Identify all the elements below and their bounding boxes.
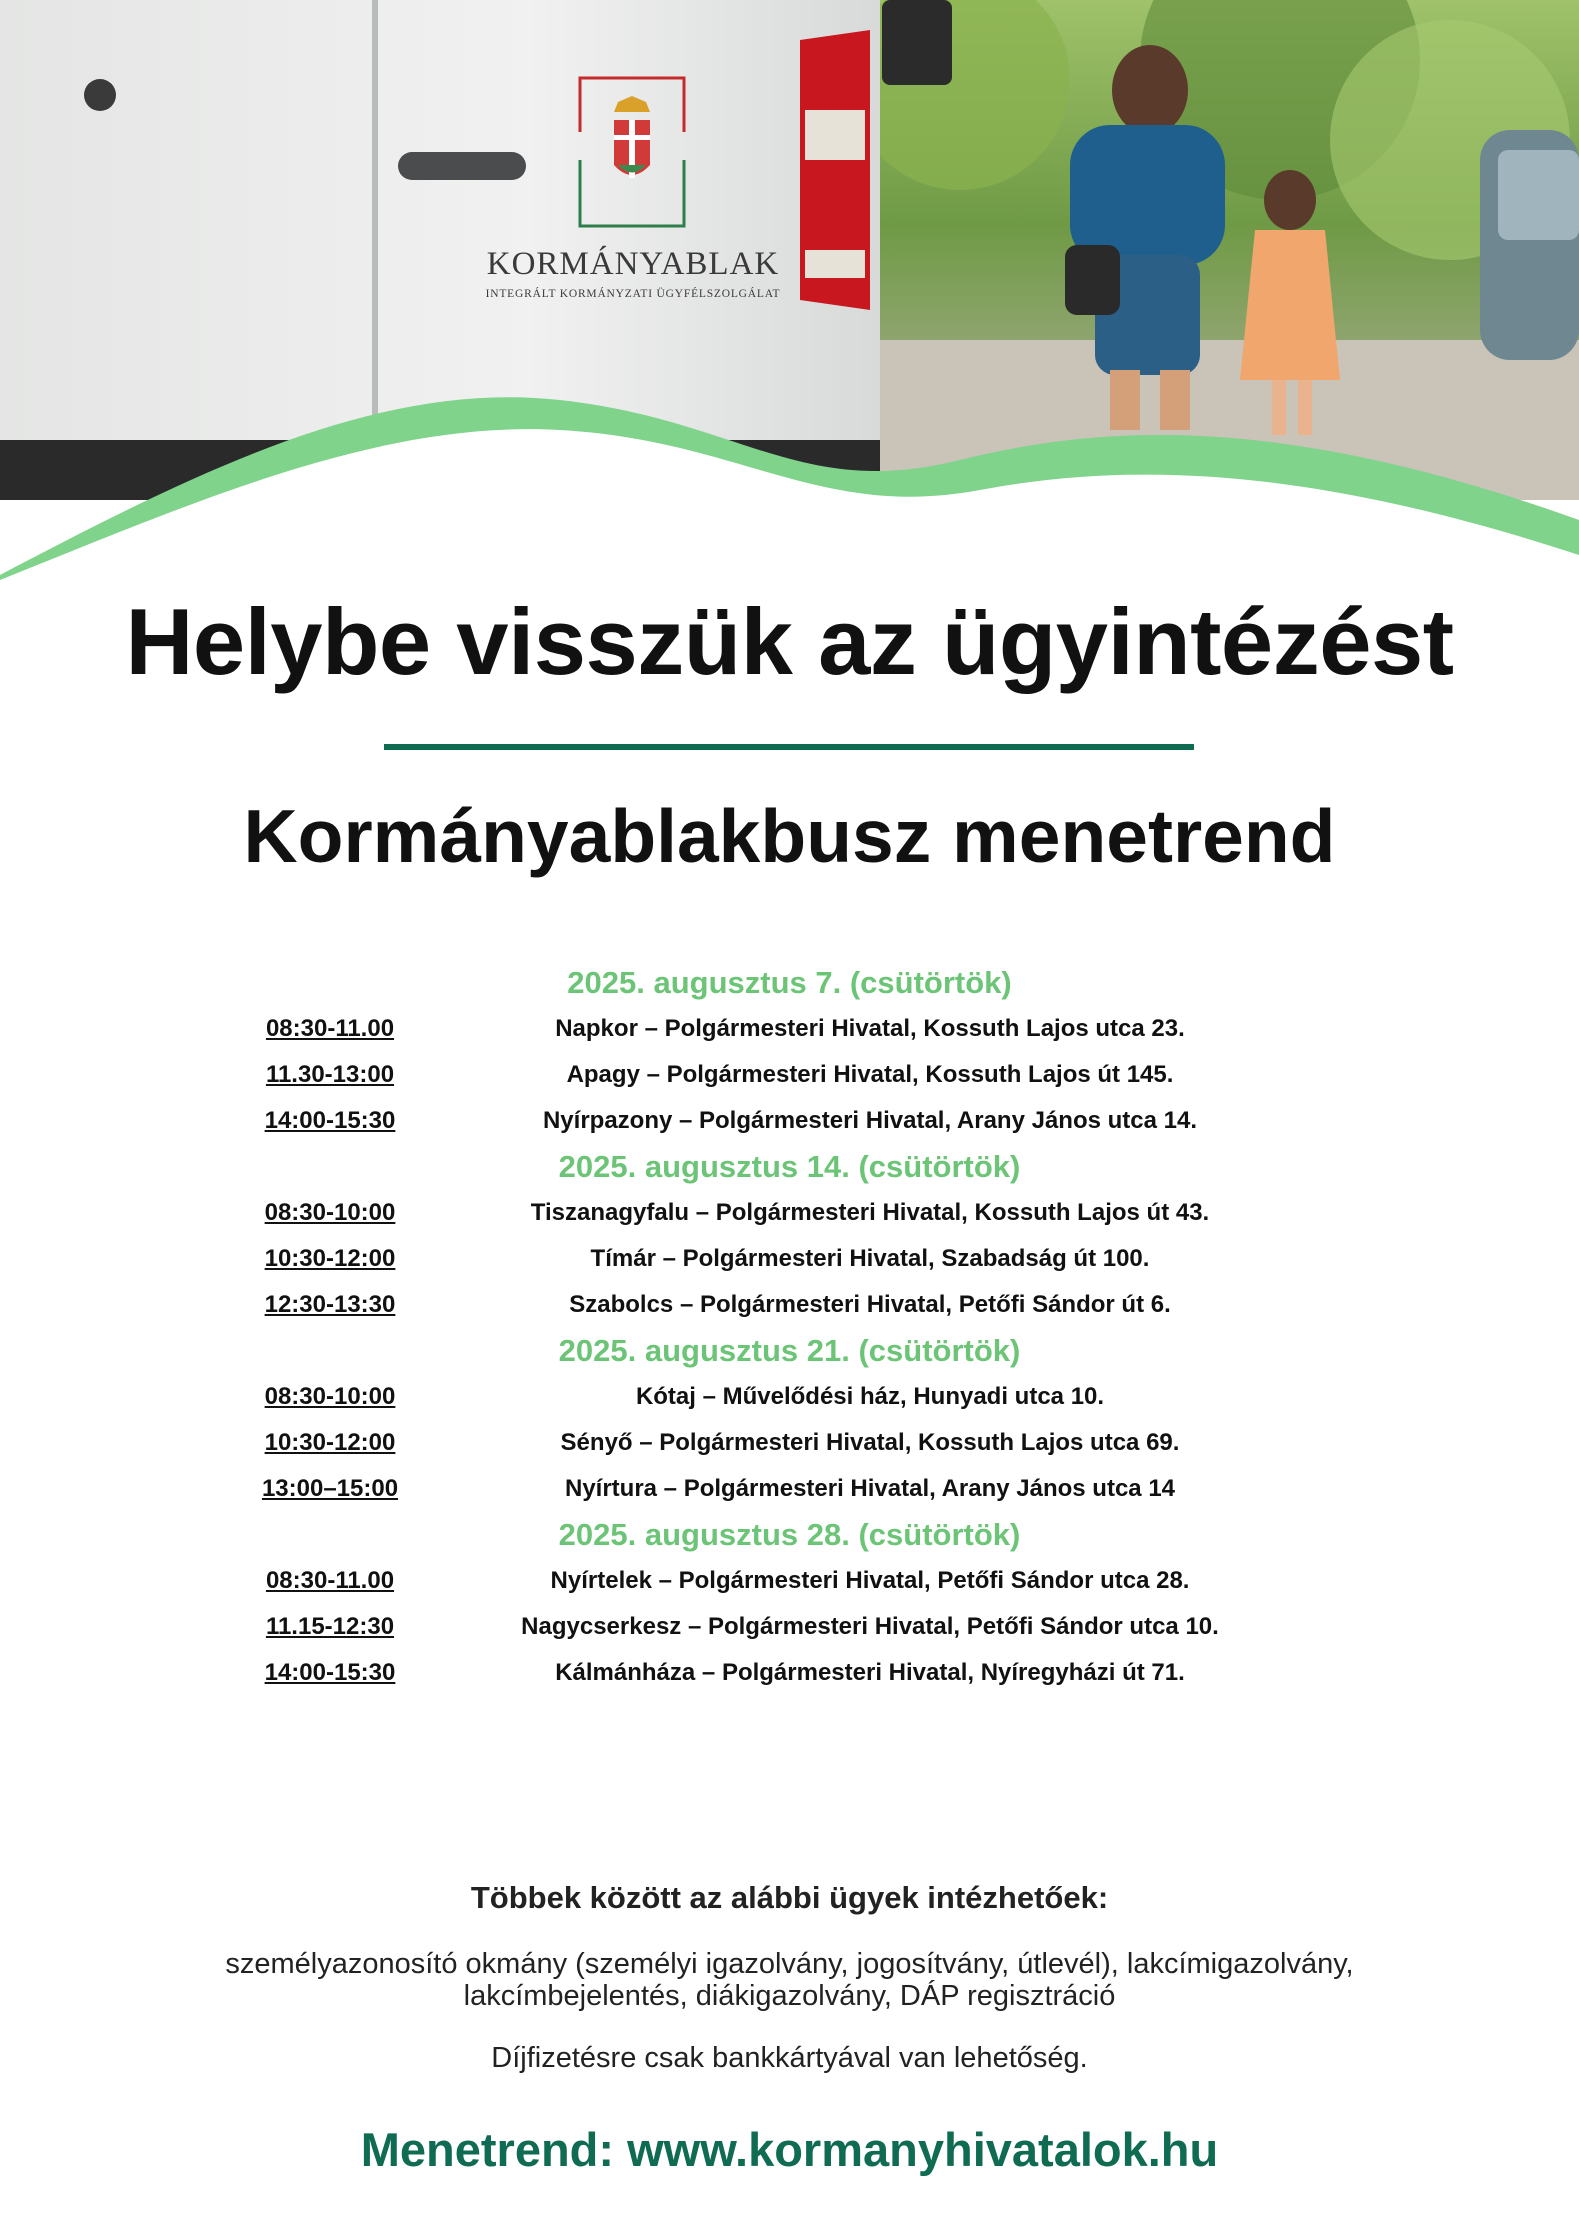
payment-note: Díjfizetésre csak bankkártyával van lehetőség. <box>491 2042 1088 2074</box>
schedule-row <box>0 1420 1579 1466</box>
stop-location: Sényő – Polgármesteri Hivatal, Kossuth Lajos utca 69. <box>560 1429 1180 1456</box>
page-title: Helybe visszük az ügyintézést <box>125 589 1454 694</box>
stop-location: Nyírpazony – Polgármesteri Hivatal, Arany János utca 14. <box>542 1107 1198 1134</box>
stop-time: 08:30-11.00 <box>265 1567 395 1594</box>
title-divider <box>384 744 1194 750</box>
stop-location: Szabolcs – Polgármesteri Hivatal, Petőfi Sándor út 6. <box>569 1291 1171 1318</box>
schedule-row <box>0 1006 1579 1052</box>
schedule-row <box>0 1236 1579 1282</box>
hero-illustration <box>0 0 1579 600</box>
stop-location: Napkor – Polgármesteri Hivatal, Kossuth Lajos utca 23. <box>555 1015 1185 1042</box>
schedule-date: 2025. augusztus 21. (csütörtök) <box>558 1333 1021 1368</box>
stop-time: 08:30-10:00 <box>264 1383 396 1410</box>
schedule <box>0 960 1579 1696</box>
schedule-row <box>0 1098 1579 1144</box>
stop-location: Tiszanagyfalu – Polgármesteri Hivatal, Kossuth Lajos út 43. <box>530 1199 1210 1226</box>
page-subtitle: Kormányablakbusz menetrend <box>243 794 1336 878</box>
services-line: személyazonosító okmány (személyi igazolvány, jogosítvány, útlevél), lakcímigazolvány, <box>225 1948 1354 1980</box>
hero-photo <box>0 0 1579 600</box>
schedule-row <box>0 1650 1579 1696</box>
stop-location: Tímár – Polgármesteri Hivatal, Szabadság út 100. <box>590 1245 1150 1272</box>
stop-time: 08:30-11.00 <box>265 1015 395 1042</box>
stop-location: Kálmánháza – Polgármesteri Hivatal, Nyíregyházi út 71. <box>555 1659 1185 1686</box>
schedule-date: 2025. augusztus 28. (csütörtök) <box>558 1517 1021 1552</box>
stop-time: 14:00-15:30 <box>264 1107 396 1134</box>
schedule-day <box>0 960 1579 1144</box>
logo-name: KORMÁNYABLAK <box>486 246 780 282</box>
website-link[interactable]: Menetrend: www.kormanyhivatalok.hu <box>360 2123 1219 2176</box>
schedule-row <box>0 1052 1579 1098</box>
services-heading: Többek között az alábbi ügyek intézhetőek: <box>470 1880 1109 1915</box>
schedule-row <box>0 1558 1579 1604</box>
stop-location: Kótaj – Művelődési ház, Hunyadi utca 10. <box>635 1383 1105 1410</box>
schedule-row <box>0 1282 1579 1328</box>
schedule-row <box>0 1190 1579 1236</box>
stop-time: 08:30-10:00 <box>264 1199 396 1226</box>
schedule-day <box>0 1328 1579 1512</box>
stop-time: 10:30-12:00 <box>264 1429 396 1456</box>
person-girl <box>1264 170 1316 230</box>
stop-location: Nyírtura – Polgármesteri Hivatal, Arany János utca 14 <box>564 1475 1176 1502</box>
stop-location: Nyírtelek – Polgármesteri Hivatal, Petőfi Sándor utca 28. <box>550 1567 1190 1594</box>
stop-time: 11.30-13:00 <box>265 1061 395 1088</box>
stop-location: Apagy – Polgármesteri Hivatal, Kossuth Lajos út 145. <box>566 1061 1174 1088</box>
stop-location: Nagycserkesz – Polgármesteri Hivatal, Petőfi Sándor utca 10. <box>521 1613 1219 1640</box>
services-list <box>150 1948 1429 2012</box>
stop-time: 10:30-12:00 <box>264 1245 396 1272</box>
stop-time: 11.15-12:30 <box>265 1613 395 1640</box>
door-handle <box>398 152 526 180</box>
stop-time: 13:00–15:00 <box>261 1475 399 1502</box>
schedule-date: 2025. augusztus 7. (csütörtök) <box>567 965 1012 1000</box>
logo-tagline: INTEGRÁLT KORMÁNYZATI ÜGYFÉLSZOLGÁLAT <box>485 288 781 300</box>
services-line: lakcímbejelentés, diákigazolvány, DÁP regisztráció <box>463 1980 1116 2012</box>
van <box>0 0 880 470</box>
schedule-day <box>0 1144 1579 1328</box>
stop-time: 12:30-13:30 <box>264 1291 396 1318</box>
schedule-row <box>0 1374 1579 1420</box>
schedule-date: 2025. augusztus 14. (csütörtök) <box>558 1149 1021 1184</box>
schedule-row <box>0 1466 1579 1512</box>
person-mother <box>1112 45 1188 135</box>
stop-time: 14:00-15:30 <box>264 1659 396 1686</box>
schedule-day <box>0 1512 1579 1696</box>
schedule-row <box>0 1604 1579 1650</box>
